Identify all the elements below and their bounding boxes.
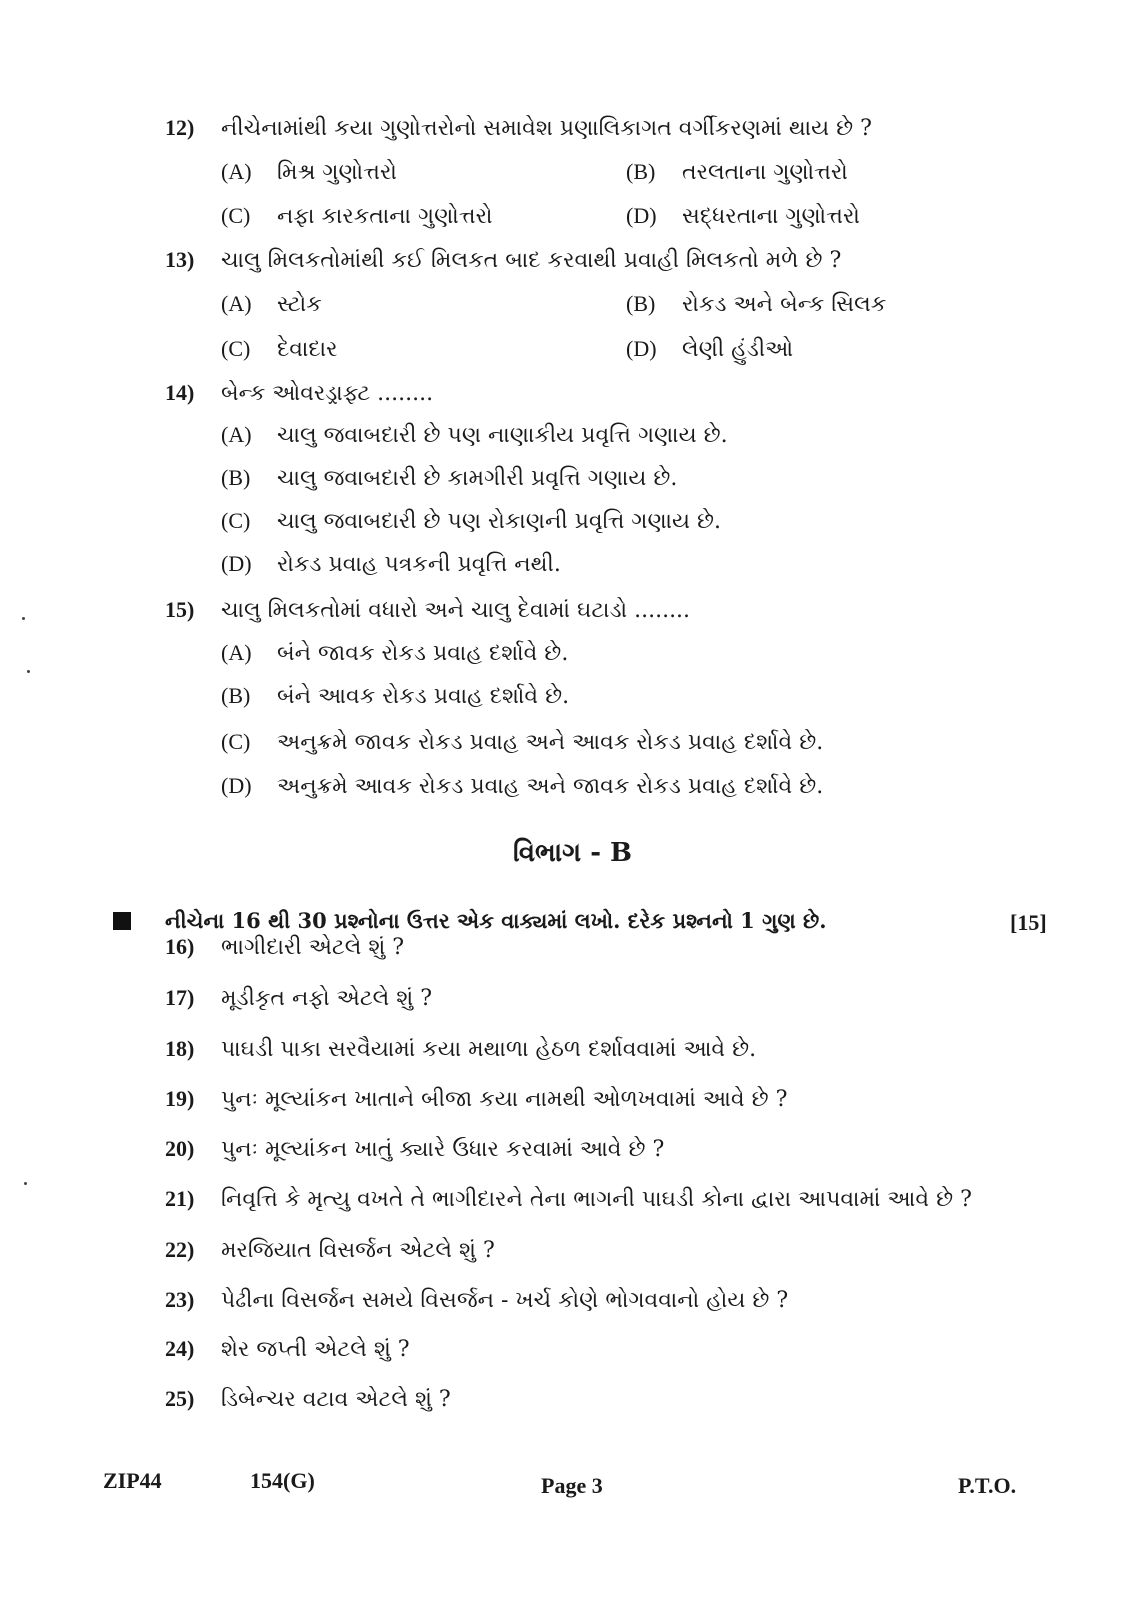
question-15: 15) ચાલુ મિલકતોમાં વધારો અને ચાલુ દેવામાં ઘટાડો ........ [165,597,691,623]
question-19: 19) પુનઃ મૂલ્યાંકન ખાતાને બીજા કયા નામથી ઓળખવામાં આવે છે ? [165,1086,788,1112]
scan-speck [22,617,25,620]
option-b: (B) રોકડ અને બેન્ક સિલક [626,291,887,317]
option-a: (A) ચાલુ જવાબદારી છે પણ નાણાકીય પ્રવૃત્તિ ગણાય છે. [221,422,728,448]
option-b: (B) ચાલુ જવાબદારી છે કામગીરી પ્રવૃત્તિ ગણાય છે. [221,465,678,491]
question-text: નીચેનામાંથી કયા ગુણોત્તરોનો સમાવેશ પ્રણાલિકાગત વર્ગીકરણમાં થાય છે ? [221,116,872,141]
footer-paper-number: 154(G) [250,1468,315,1493]
section-heading: વિભાગ - B [512,838,633,868]
option-d: (D) લેણી હુંડીઓ [626,336,794,362]
option-b: (B) તરલતાના ગુણોત્તરો [626,159,848,185]
option-a: (A) મિશ્ર ગુણોત્તરો [221,159,397,185]
question-13: 13) ચાલુ મિલકતોમાંથી કઈ મિલકત બાદ કરવાથી પ્રવાહી મિલકતો મળે છે ? [165,247,842,273]
question-24: 24) શેર જપ્તી એટલે શું ? [165,1336,410,1362]
option-d: (D) સદ્ધરતાના ગુણોત્તરો [626,203,860,229]
section-marks: [15] [1010,910,1047,935]
question-20: 20) પુનઃ મૂલ્યાંકન ખાતું ક્યારે ઉધાર કરવામાં આવે છે ? [165,1136,665,1162]
footer-code: ZIP44 [103,1468,162,1493]
question-16: 16) ભાગીદારી એટલે શું ? [165,934,405,960]
option-d: (D) અનુક્રમે આવક રોકડ પ્રવાહ અને જાવક રોકડ પ્રવાહ દર્શાવે છે. [221,773,824,799]
question-text: ચાલુ મિલકતોમાંથી કઈ મિલકત બાદ કરવાથી પ્રવાહી મિલકતો મળે છે ? [221,248,842,273]
question-22: 22) મરજિયાત વિસર્જન એટલે શું ? [165,1237,495,1263]
question-text: ચાલુ મિલકતોમાં વધારો અને ચાલુ દેવામાં ઘટાડો ........ [221,598,691,623]
question-18: 18) પાઘડી પાકા સરવૈયામાં કયા મથાળા હેઠળ દર્શાવવામાં આવે છે. [165,1036,757,1062]
question-12: 12) નીચેનામાંથી કયા ગુણોત્તરોનો સમાવેશ પ્રણાલિકાગત વર્ગીકરણમાં થાય છે ? [165,115,872,141]
option-c: (C) નફા કારકતાના ગુણોત્તરો [221,203,493,229]
scan-speck [24,1182,27,1185]
footer-page-number: Page 3 [541,1473,603,1498]
option-d: (D) રોકડ પ્રવાહ પત્રકની પ્રવૃત્તિ નથી. [221,551,561,577]
question-25: 25) ડિબેન્ચર વટાવ એટલે શું ? [165,1386,451,1412]
question-17: 17) મૂડીકૃત નફો એટલે શું ? [165,985,432,1011]
scan-speck [27,670,30,673]
question-23: 23) પેઢીના વિસર્જન સમયે વિસર્જન - ખર્ચ કોણે ભોગવવાનો હોય છે ? [165,1287,789,1313]
question-21: 21) નિવૃત્તિ કે મૃત્યુ વખતે તે ભાગીદારને તેના ભાગની પાઘડી કોના દ્વારા આપવામાં આવે છે ? [165,1186,972,1212]
section-instruction: નીચેના 16 થી 30 પ્રશ્નોના ઉત્તર એક વાક્યમાં લખો. દરેક પ્રશ્નનો 1 ગુણ છે. [165,908,827,933]
question-text: બેન્ક ઓવરડ્રાફ્ટ ........ [221,381,434,406]
option-a: (A) બંને જાવક રોકડ પ્રવાહ દર્શાવે છે. [221,640,569,666]
question-14: 14) બેન્ક ઓવરડ્રાફ્ટ ........ [165,380,434,406]
square-bullet-icon [113,912,131,930]
option-c: (C) અનુક્રમે જાવક રોકડ પ્રવાહ અને આવક રોકડ પ્રવાહ દર્શાવે છે. [221,729,824,755]
option-c: (C) દેવાદાર [221,336,338,362]
option-c: (C) ચાલુ જવાબદારી છે પણ રોકાણની પ્રવૃત્તિ ગણાય છે. [221,508,722,534]
option-b: (B) બંને આવક રોકડ પ્રવાહ દર્શાવે છે. [221,683,570,709]
footer-pto: P.T.O. [958,1473,1017,1498]
option-a: (A) સ્ટોક [221,291,322,317]
